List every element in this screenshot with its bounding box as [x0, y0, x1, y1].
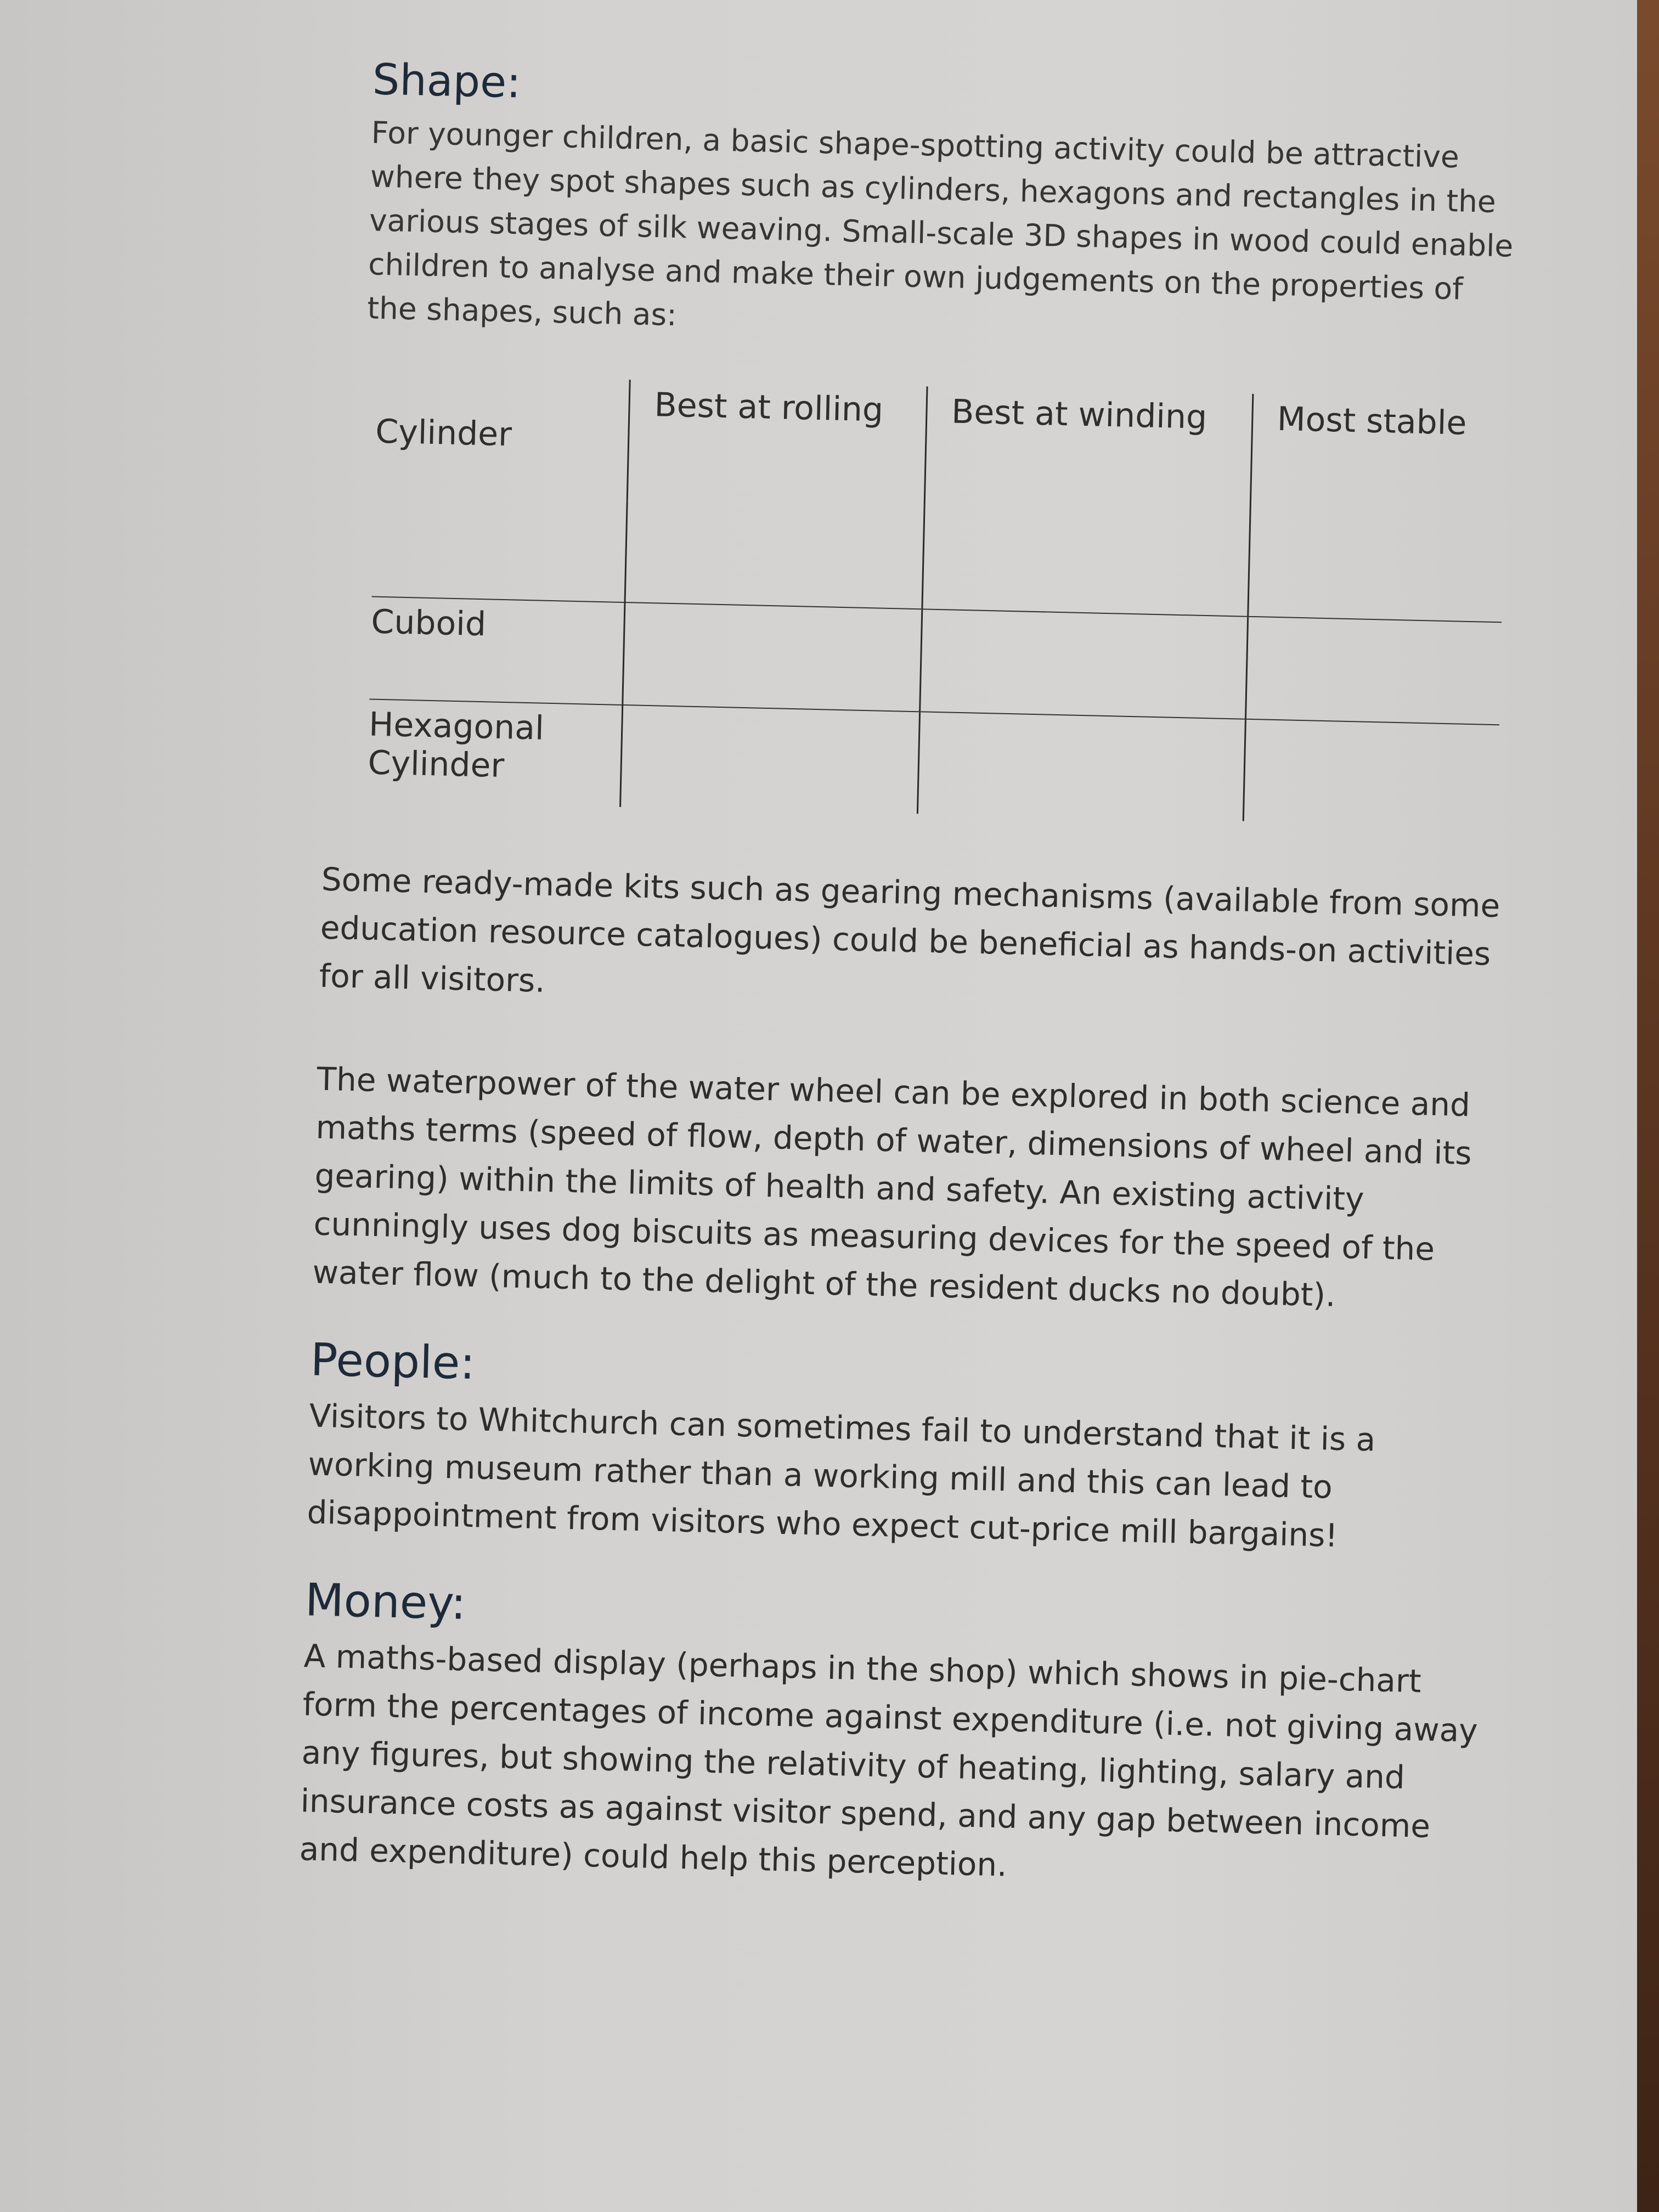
table-cell — [1243, 719, 1499, 826]
row-label-hexagonal-cylinder: Hexagonal Cylinder — [367, 699, 623, 806]
money-heading: Money: — [304, 1574, 467, 1630]
section-money — [299, 1575, 1502, 1900]
kits-paragraph: Some ready-made kits such as gearing mechanisms (available from some education resource catalogues) could be beneficial as hands-on activities for all visitors. — [319, 860, 1501, 1000]
money-paragraph: A maths-based display (perhaps in the shop) which shows in pie-chart form the percentages of income against expenditure (i.e. not giving away any figures, but showing the relativity of heating, lighting, salary and insurance costs as against visitor spend, and any gap between income and expenditure) could help this perception. — [299, 1637, 1479, 1884]
row-label-cuboid: Cuboid — [369, 596, 625, 704]
row-label-cylinder: Cylinder — [375, 412, 512, 454]
waterpower-paragraph: The waterpower of the water wheel can be explored in both science and maths terms (speed of flow, depth of water, dimensions of wheel and its gearing) within the limits of health and safety. An existing activity cunningly uses dog biscuits as measuring devices for the speed of the water flow (much to the delight of the resident ducks no doubt). — [312, 1060, 1472, 1314]
shape-table — [367, 374, 1506, 827]
wooden-table-edge — [1637, 0, 1659, 2212]
table-cell — [620, 705, 920, 814]
column-header-winding: Best at winding — [924, 386, 1253, 514]
table-cell — [919, 609, 1248, 719]
page-content — [299, 55, 1536, 1900]
people-heading: People: — [309, 1334, 476, 1390]
column-header-stable: Most stable — [1250, 394, 1506, 520]
section-waterpower — [312, 1054, 1513, 1323]
people-paragraph: Visitors to Whitchurch can sometimes fail to understand that it is a working museum rather than a working mill and this can lead to disappointment from visitors who expect cut-price mill bargains! — [306, 1397, 1376, 1554]
shape-intro: For younger children, a basic shape-spotting activity could be attractive where they spot shapes such as cylinders, hexagons and rectangles in the various stages of silk weaving. Small-scale 3D shapes in wood could enable children to analyse and make their own judgements on the properties of the shapes, such as: — [366, 115, 1514, 332]
table-cell — [625, 500, 924, 609]
column-header-rolling: Best at rolling — [627, 380, 927, 507]
section-kits — [319, 855, 1517, 1026]
section-people — [307, 1334, 1507, 1564]
table-cell — [1248, 515, 1504, 622]
table-cell — [1245, 616, 1502, 724]
table-cell — [917, 712, 1245, 821]
table-cell — [623, 602, 922, 712]
shape-heading: Shape: — [371, 55, 522, 108]
section-shape — [356, 55, 1525, 827]
table-cell — [922, 507, 1250, 616]
